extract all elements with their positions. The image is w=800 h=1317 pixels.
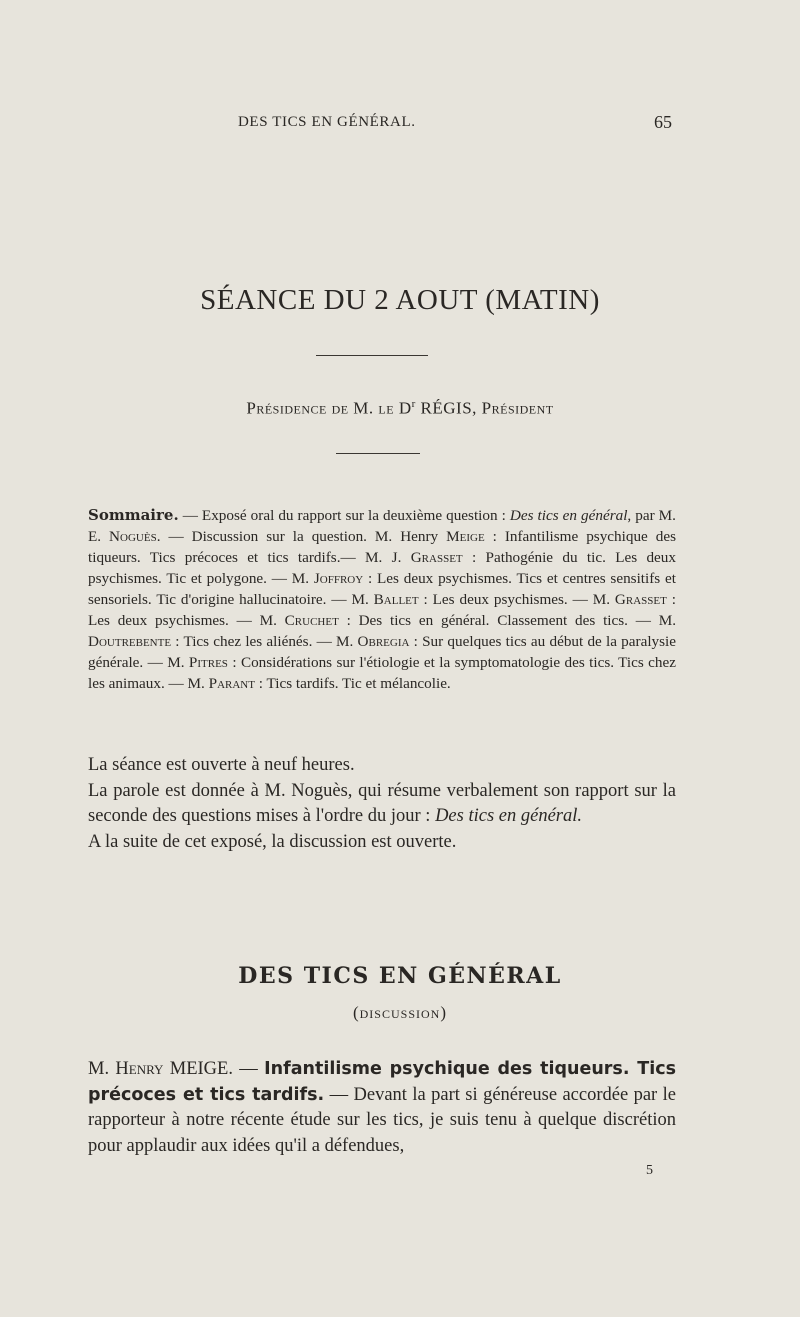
author-name: Pitres	[188, 654, 228, 671]
author-name: Grasset	[614, 591, 667, 608]
running-title: DES TICS EN GÉNÉRAL.	[238, 114, 416, 130]
body-italic: Des tics en général.	[435, 806, 582, 826]
session-title: SÉANCE DU 2 AOUT (MATIN)	[200, 284, 600, 316]
body-text: La parole est donnée à M. Noguès, qui résume verbalement son rapport sur la seconde des questions mises à l'ordre du jour :	[88, 780, 676, 826]
summary-text: : Les deux psychismes. Tics et centres sensitifs et sensoriels. Tic d'origine hallucinatoire. — M.	[88, 570, 676, 608]
summary-text: — Exposé oral du rapport sur la deuxième question :	[178, 507, 510, 524]
body-text: — Devant la part si généreuse accordée par le rapporteur à notre récente étude sur les tics, je suis tenu à quelque discrétion pour applaudir aux idées qu'il a défendues,	[88, 1084, 676, 1156]
author-name: Cruchet	[284, 612, 339, 629]
section-heading: DES TICS EN GÉNÉRAL	[238, 963, 562, 989]
page-number: 65	[654, 112, 672, 132]
body-paragraph: La séance est ouverte à neuf heures.	[88, 755, 355, 775]
presidency-prefix: Présidence de M. le D	[246, 398, 412, 418]
divider-rule	[336, 453, 420, 454]
author-name: Doutrebente	[88, 633, 172, 650]
presidency-line	[0, 398, 800, 419]
summary-text: : Sur quelques tics au début de la paralysie générale. — M.	[88, 633, 676, 671]
signature-mark: 5	[646, 1163, 653, 1178]
summary-text: , par M. E.	[88, 507, 676, 545]
speaker-name: MEIGE. —	[163, 1059, 265, 1079]
author-name: Ballet	[373, 591, 419, 608]
president-title: Président	[481, 398, 554, 418]
summary-text: : Tics tardifs. Tic et mélancolie.	[254, 675, 451, 692]
summary-text: : Des tics en général. Classement des tics. — M.	[338, 612, 677, 629]
author-name: Joffroy	[313, 570, 364, 587]
summary-text: . — Discussion sur la question. M. Henry	[156, 528, 447, 545]
summary-text: : Les deux psychismes. — M.	[418, 591, 615, 608]
author-name: Noguès	[109, 528, 157, 545]
section-subheading: (discussion)	[352, 1003, 447, 1022]
page-header	[0, 114, 800, 138]
opening-paragraphs	[88, 753, 676, 855]
president-name: RÉGIS,	[415, 398, 482, 418]
body-paragraph: A la suite de cet exposé, la discussion est ouverte.	[88, 831, 457, 852]
summary-text: : Considérations sur l'étiologie et la symptomatologie des tics. Tics chez les animaux. — M.	[88, 654, 676, 692]
author-name: Grasset	[410, 549, 463, 566]
summary-text: : Infantilisme psychique des tiqueurs. Tics précoces et tics tardifs.— M. J.	[88, 528, 676, 566]
body-text: M.	[88, 1059, 116, 1079]
summary-text: : Pathogénie du tic. Les deux psychismes. Tic et polygone. — M.	[88, 549, 676, 587]
summary-paragraph	[88, 505, 676, 694]
discussion-paragraph	[88, 1057, 676, 1159]
summary-italic: Des tics en général	[509, 507, 628, 524]
doctor-superscript: r	[411, 398, 416, 410]
author-name: Obregia	[357, 633, 410, 650]
summary-text: : Tics chez les aliénés. — M.	[171, 633, 358, 650]
summary-text: : Les deux psychismes. — M.	[88, 591, 676, 629]
speaker-firstname: Henry	[115, 1059, 164, 1079]
body-paragraph	[88, 779, 676, 830]
author-name: Parant	[208, 675, 255, 692]
divider-rule	[316, 355, 428, 356]
talk-title: Infantilisme psychique des tiqueurs. Tics précoces et tics tardifs.	[88, 1059, 676, 1105]
summary-label: Sommaire.	[88, 506, 179, 524]
author-name: Meige	[446, 528, 485, 545]
